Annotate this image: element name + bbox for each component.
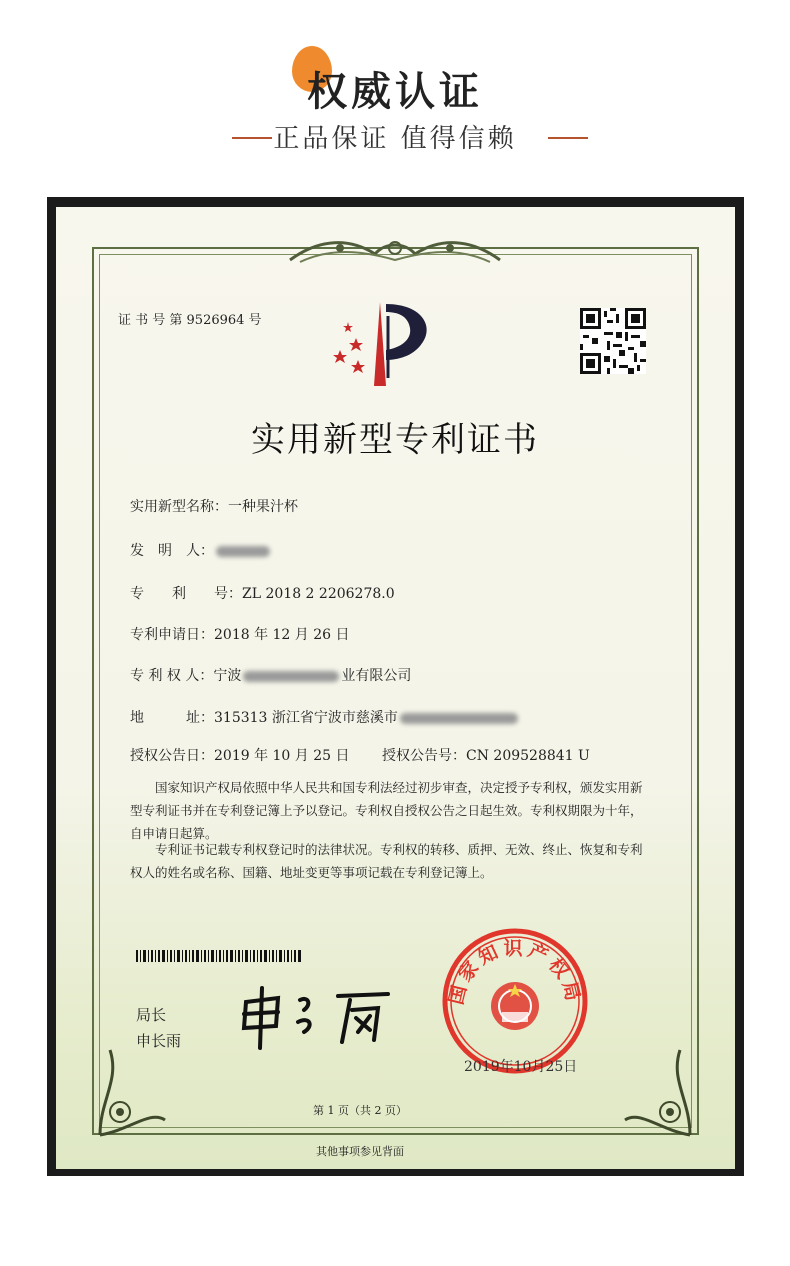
page-number: 第 1 页（共 2 页） (313, 1104, 407, 1117)
top-ornament (280, 234, 510, 270)
certificate-title: 实用新型专利证书 (251, 420, 539, 460)
field-utility-name (130, 496, 298, 516)
section-subtitle: 正品保证 值得信赖 (273, 124, 517, 154)
field-grant-number (382, 745, 590, 765)
section-header (0, 0, 790, 190)
seal-date: 2019年10月25日 (464, 1059, 578, 1075)
director-name: 申长雨 (136, 1032, 182, 1050)
field-inventor (130, 540, 272, 560)
field-patentee (130, 665, 411, 685)
other-notes: 其他事项参见背面 (316, 1145, 404, 1158)
decorative-dash-right (548, 137, 588, 139)
field-value: 315313 浙江省宁波市慈溪市 (214, 710, 398, 726)
field-label: 地 址： (130, 710, 214, 726)
certificate-paragraph-2: 专利证书记载专利权登记时的法律状况。专利权的转移、质押、无效、终止、恢复和专利权人的姓名或名称、国籍、地址变更等事项记载在专利登记簿上。 (130, 842, 643, 880)
field-value-suffix: 业有限公司 (341, 668, 412, 684)
seal-text: 国家知识产权局 (445, 937, 585, 1007)
redacted-address (400, 713, 518, 724)
svg-text:国家知识产权局 (445, 937, 585, 1007)
field-grant-date (130, 745, 350, 765)
corner-ornament-bottom-right (620, 1040, 700, 1140)
field-value-prefix: 宁波 (213, 668, 242, 684)
field-address (130, 707, 520, 727)
redacted-company (243, 671, 339, 682)
field-label: 专 利 权 人： (130, 668, 214, 684)
field-label: 授权公告号： (382, 748, 466, 764)
field-value: 2019 年 10 月 25 日 (214, 748, 350, 764)
field-patent-number (130, 583, 395, 603)
field-value: 一种果汁杯 (228, 499, 298, 515)
corner-ornament-bottom-left (90, 1040, 170, 1140)
field-label: 专利申请日： (130, 627, 214, 643)
field-label: 实用新型名称： (130, 499, 228, 515)
field-label: 发 明 人： (130, 543, 214, 559)
field-label: 专 利 号： (130, 586, 242, 602)
certificate-number: 证 书 号 第 9526964 号 (118, 313, 262, 328)
patent-office-logo (328, 298, 438, 388)
field-label: 授权公告日： (130, 748, 214, 764)
official-seal-text (440, 926, 590, 1076)
field-value: CN 209528841 U (466, 748, 590, 764)
field-value: 2018 年 12 月 26 日 (214, 627, 350, 643)
director-signature (238, 982, 398, 1052)
director-title: 局长 (136, 1006, 167, 1024)
field-value: ZL 2018 2 2206278.0 (242, 586, 395, 602)
certificate-paragraph-1: 国家知识产权局依照中华人民共和国专利法经过初步审查，决定授予专利权，颁发实用新型专利证书并在专利登记簿上予以登记。专利权自授权公告之日起生效。专利权期限为十年，自申请日起算。 (130, 780, 643, 841)
redacted-inventor (216, 546, 270, 557)
field-filing-date (130, 624, 350, 644)
barcode (136, 950, 304, 962)
qr-code (580, 308, 646, 374)
section-title: 权威认证 (307, 69, 483, 115)
